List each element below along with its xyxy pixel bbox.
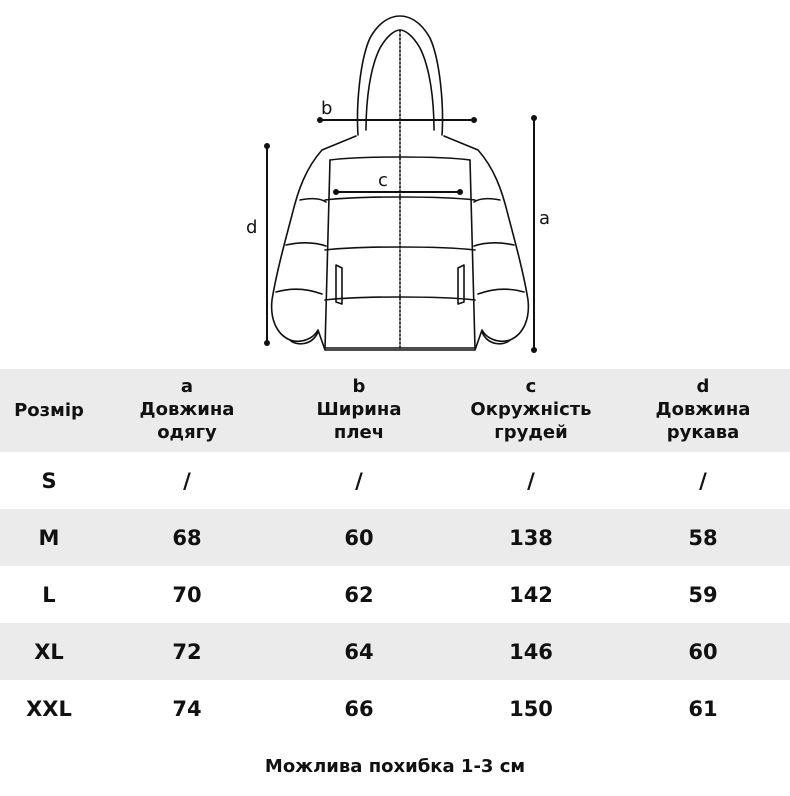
- value-cell-a: /: [183, 468, 191, 493]
- value-cell-c: 150: [509, 696, 553, 721]
- value-cell-b: /: [355, 468, 363, 493]
- table-row-s: [0, 452, 790, 509]
- column-letter: b: [352, 375, 366, 397]
- measure-label-c: c: [378, 170, 388, 191]
- value-cell-c: 142: [509, 582, 553, 607]
- column-letter: d: [696, 375, 710, 397]
- tolerance-note: Можлива похибка 1-3 см: [264, 756, 526, 777]
- table-row-l: [0, 566, 790, 623]
- size-cell: XL: [34, 639, 64, 664]
- value-cell-a: 70: [172, 582, 202, 607]
- table-row-xl: [0, 623, 790, 680]
- column-name: одягу: [157, 421, 217, 443]
- measure-label-b: b: [321, 98, 333, 119]
- value-cell-d: /: [699, 468, 707, 493]
- measure-label-d: d: [246, 217, 258, 238]
- jacket-measurement-diagram: [0, 0, 790, 368]
- value-cell-c: /: [527, 468, 535, 493]
- table-row-xxl: [0, 680, 790, 737]
- size-header-label: Розмір: [14, 400, 84, 421]
- column-letter: c: [525, 375, 537, 397]
- value-cell-a: 68: [172, 525, 202, 550]
- size-column-header: [0, 369, 98, 452]
- value-cell-c: 146: [509, 639, 553, 664]
- table-row-m: [0, 509, 790, 566]
- value-cell-b: 62: [344, 582, 374, 607]
- column-name: Окружність: [470, 398, 592, 420]
- measure-label-a: a: [539, 208, 551, 229]
- column-name: Довжина: [655, 398, 751, 420]
- value-cell-a: 74: [172, 696, 202, 721]
- column-name: плеч: [333, 421, 385, 443]
- column-name: Довжина: [139, 398, 235, 420]
- value-cell-b: 64: [344, 639, 374, 664]
- column-name: Ширина: [316, 398, 402, 420]
- column-letter: a: [180, 375, 194, 397]
- value-cell-b: 66: [344, 696, 374, 721]
- column-header-a: [101, 369, 273, 452]
- value-cell-a: 72: [172, 639, 202, 664]
- size-cell: XXL: [26, 696, 72, 721]
- column-name: грудей: [494, 421, 568, 443]
- value-cell-b: 60: [344, 525, 374, 550]
- value-cell-d: 58: [688, 525, 718, 550]
- column-header-c: [445, 369, 617, 452]
- column-header-d: [617, 369, 789, 452]
- size-cell: S: [41, 468, 57, 493]
- column-name: рукава: [666, 421, 740, 443]
- table-header-row: [0, 369, 790, 452]
- value-cell-d: 61: [688, 696, 718, 721]
- value-cell-c: 138: [509, 525, 553, 550]
- size-table: [0, 369, 790, 737]
- size-cell: M: [38, 525, 60, 550]
- value-cell-d: 59: [688, 582, 718, 607]
- value-cell-d: 60: [688, 639, 718, 664]
- column-header-b: [273, 369, 445, 452]
- size-cell: L: [42, 582, 56, 607]
